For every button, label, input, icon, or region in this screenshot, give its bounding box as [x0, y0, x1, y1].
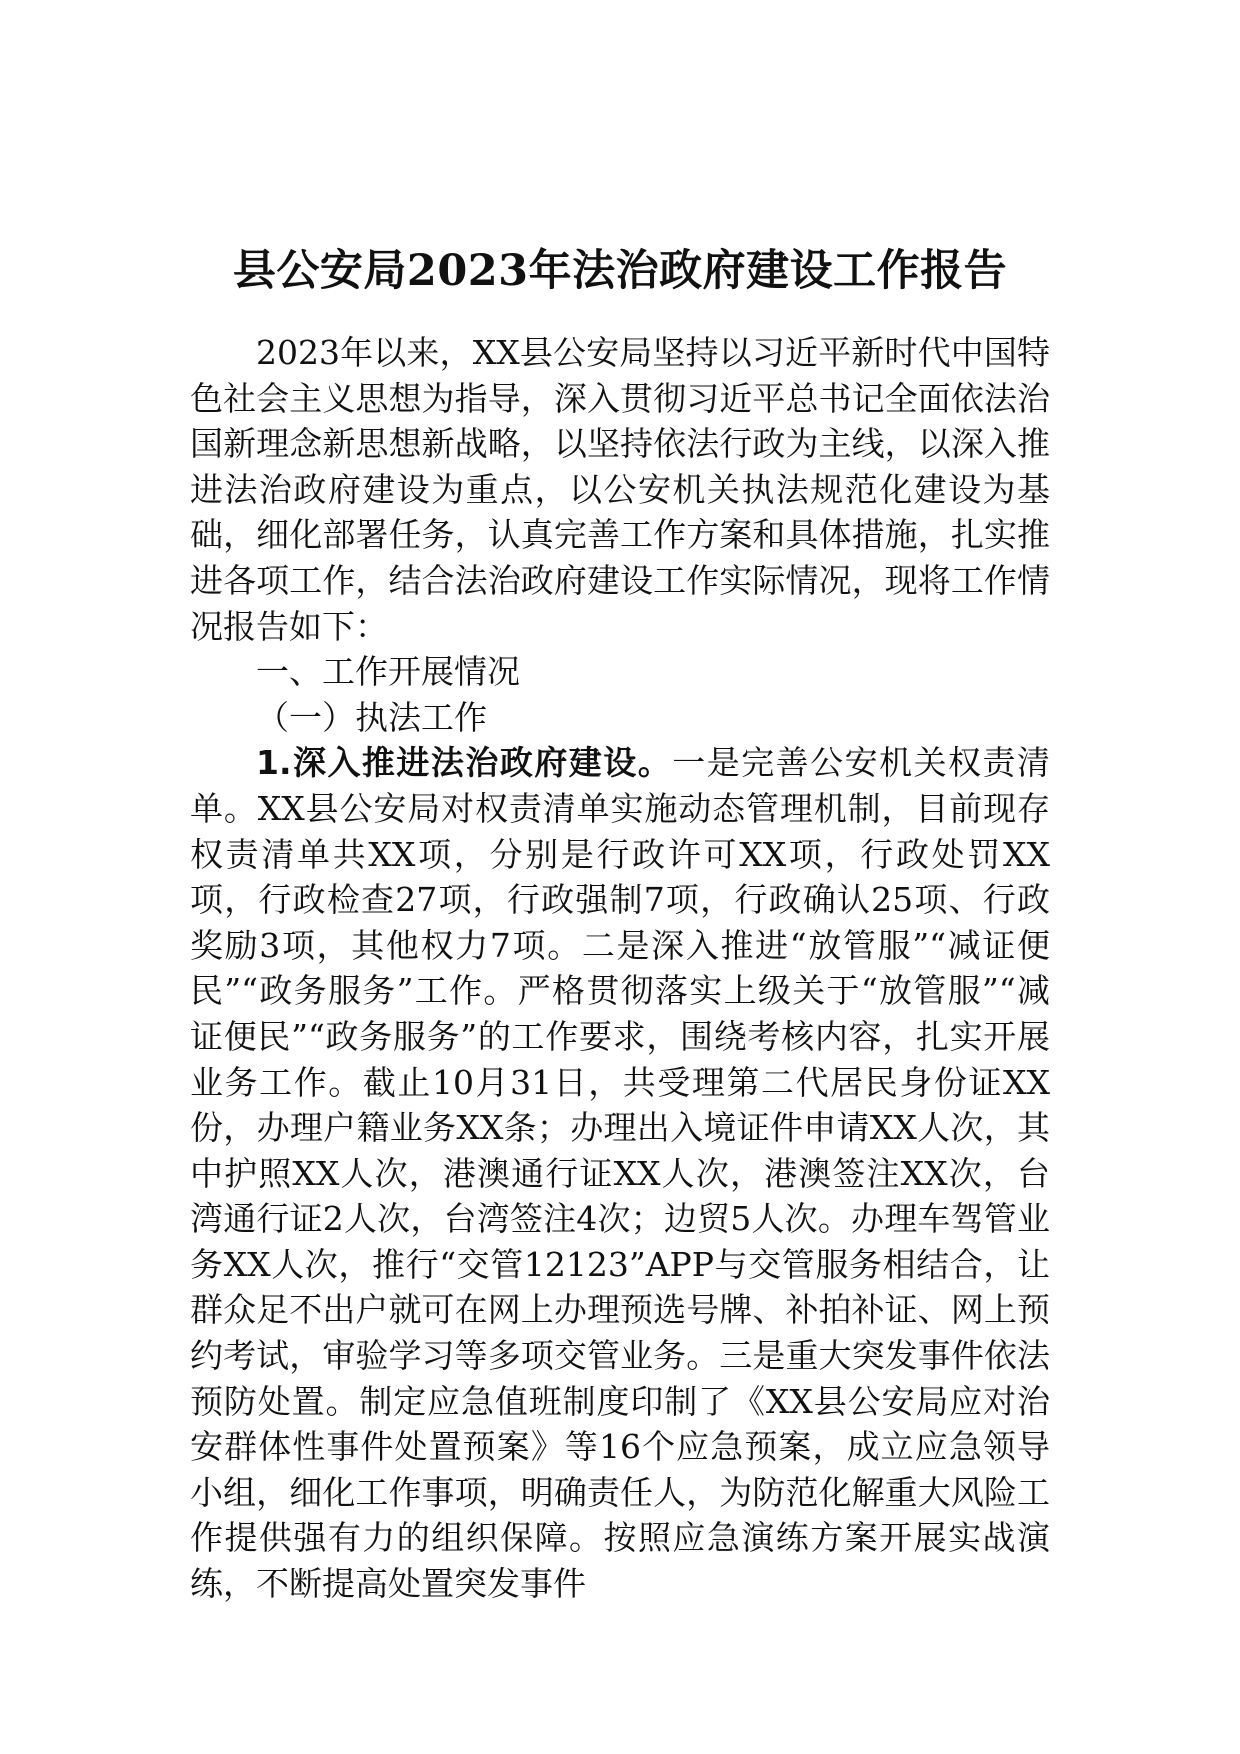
item-1-lead: 1.深入推进法治政府建设。: [256, 743, 673, 783]
section-heading-1: 一、工作开展情况: [256, 652, 520, 692]
document-body: [190, 330, 1050, 1607]
intro-paragraph: 2023年以来，XX县公安局坚持以习近平新时代中国特色社会主义思想为指导，深入贯彻习近平总书记全面依法治国新理念新思想新战略，以坚持依法行政为主线，以深入推进法治政府建设为重点，以公安机关执法规范化建设为基础，细化部署任务，认真完善工作方案和具体措施，扎实推进各项工作，结合法治政府建设工作实际情况，现将工作情况报告如下：: [190, 333, 1050, 646]
subsection-heading-1: （一）执法工作: [256, 697, 487, 737]
document-title: 县公安局2023年法治政府建设工作报告: [232, 245, 1008, 296]
item-paragraph-1: [190, 740, 1050, 1606]
item-1-body: 一是完善公安机关权责清单。XX县公安局对权责清单实施动态管理机制，目前现存权责清单共XX项，分别是行政许可XX项，行政处罚XX项，行政检查27项，行政强制7项，行政确认25项、行政奖励3项，其他权力7项。二是深入推进“放管服”“减证便民”“政务服务”工作。严格贯彻落实上级关于“放管服”“减证便民”“政务服务”的工作要求，围绕考核内容，扎实开展业务工作。截止10月31日，共受理第二代居民身份证XX份，办理户籍业务XX条；办理出入境证件申请XX人次，其中护照XX人次，港澳通行证XX人次，港澳签注XX次，台湾通行证2人次，台湾签注4次；边贸5人次。办理车驾管业务XX人次，推行“交管12123”APP与交管服务相结合，让群众足不出户就可在网上办理预选号牌、补拍补证、网上预约考试，审验学习等多项交管业务。三是重大突发事件依法预防处置。制定应急值班制度印制了《XX县公安局应对治安群体性事件处置预案》等16个应急预案，成立应急领导小组，细化工作事项，明确责任人，为防范化解重大风险工作提供强有力的组织保障。按照应急演练方案开展实战演练，不断提高处置突发事件: [190, 743, 1051, 1604]
